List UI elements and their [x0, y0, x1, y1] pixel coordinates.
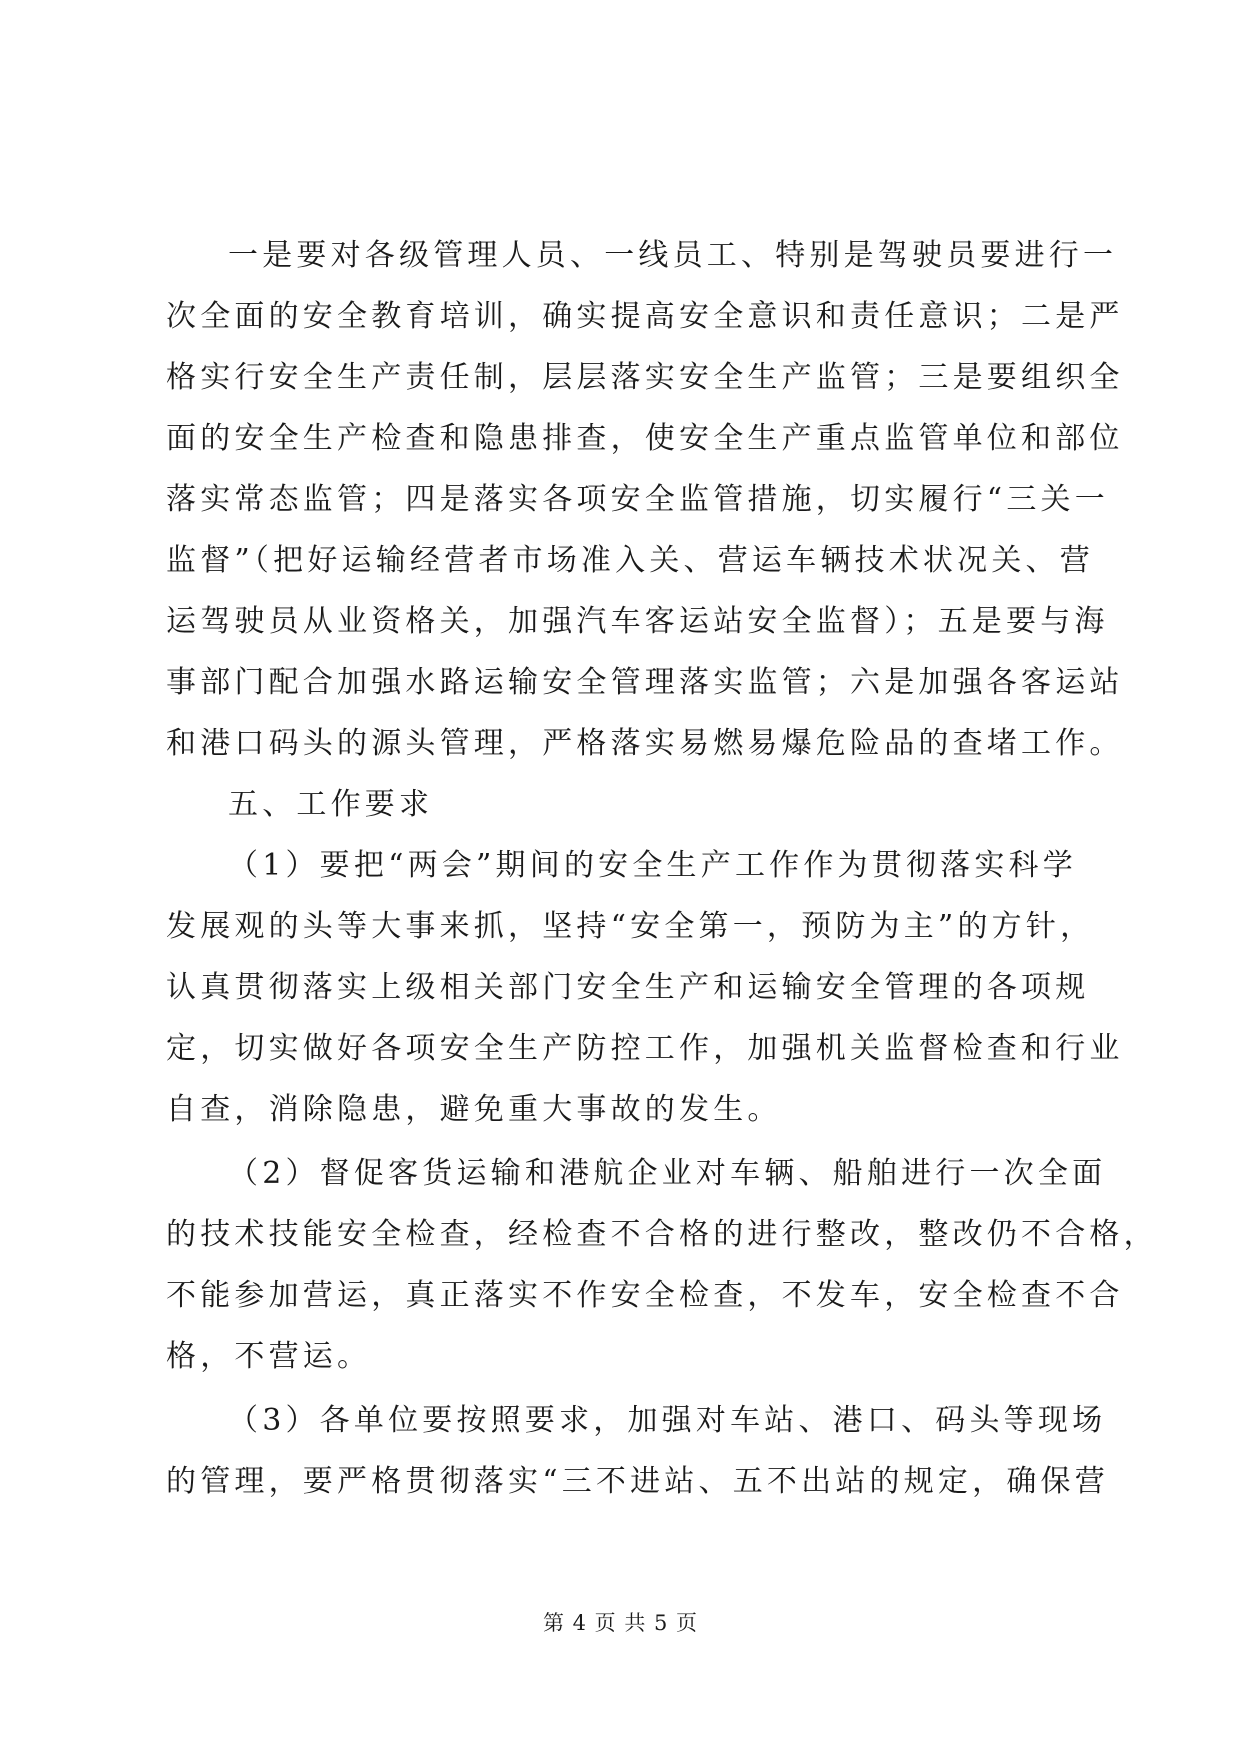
paragraph-requirement-2: [166, 1143, 1158, 1387]
text-line: 格实行安全生产责任制，层层落实安全生产监管；三是要组织全: [166, 360, 1124, 395]
text-line: 运驾驶员从业资格关，加强汽车客运站安全监督）；五是要与海: [166, 604, 1109, 639]
text-line: 认真贯彻落实上级相关部门安全生产和运输安全管理的各项规: [166, 970, 1090, 1005]
page-number-footer: 第 4 页 共 5 页: [542, 1611, 699, 1635]
text-line: 发展观的头等大事来抓，坚持“安全第一，预防为主”的方针，: [166, 909, 1095, 944]
text-line: 格，不营运。: [166, 1339, 372, 1374]
text-line: 次全面的安全教育培训，确实提高安全意识和责任意识；二是严: [166, 299, 1124, 334]
text-line: 的技术技能安全检查，经检查不合格的进行整改，整改仍不合格，: [166, 1217, 1158, 1252]
text-line: 自查，消除隐患，避免重大事故的发生。: [166, 1092, 782, 1127]
text-line: （3）各单位要按照要求，加强对车站、港口、码头等现场: [228, 1403, 1107, 1438]
section-heading-work-requirements: [166, 774, 1086, 835]
text-line: 事部门配合加强水路运输安全管理落实监管；六是加强各客运站: [166, 665, 1124, 700]
document-body: [166, 225, 1158, 1512]
text-line: 落实常态监管；四是落实各项安全监管措施，切实履行“三关一: [166, 482, 1109, 517]
text-line: 定，切实做好各项安全生产防控工作，加强机关监督检查和行业: [166, 1031, 1124, 1066]
text-line: 不能参加营运，真正落实不作安全检查，不发车，安全检查不合: [166, 1278, 1124, 1313]
text-line: （2）督促客货运输和港航企业对车辆、船舶进行一次全面: [228, 1156, 1107, 1191]
text-line: （1）要把“两会”期间的安全生产工作作为贯彻落实科学: [228, 848, 1077, 883]
text-line: 一是要对各级管理人员、一线员工、特别是驾驶员要进行一: [228, 238, 1118, 273]
section-heading: 五、工作要求: [228, 787, 434, 822]
paragraph-measures: [166, 225, 1124, 774]
paragraph-requirement-1: [166, 835, 1124, 1140]
text-line: 面的安全生产检查和隐患排查，使安全生产重点监管单位和部位: [166, 421, 1124, 456]
paragraph-requirement-3: [166, 1390, 1109, 1512]
text-line: 和港口码头的源头管理，严格落实易燃易爆危险品的查堵工作。: [166, 726, 1124, 761]
text-line: 的管理，要严格贯彻落实“三不进站、五不出站的规定，确保营: [166, 1464, 1109, 1499]
text-line: 监督”（把好运输经营者市场准入关、营运车辆技术状况关、营: [166, 543, 1094, 578]
